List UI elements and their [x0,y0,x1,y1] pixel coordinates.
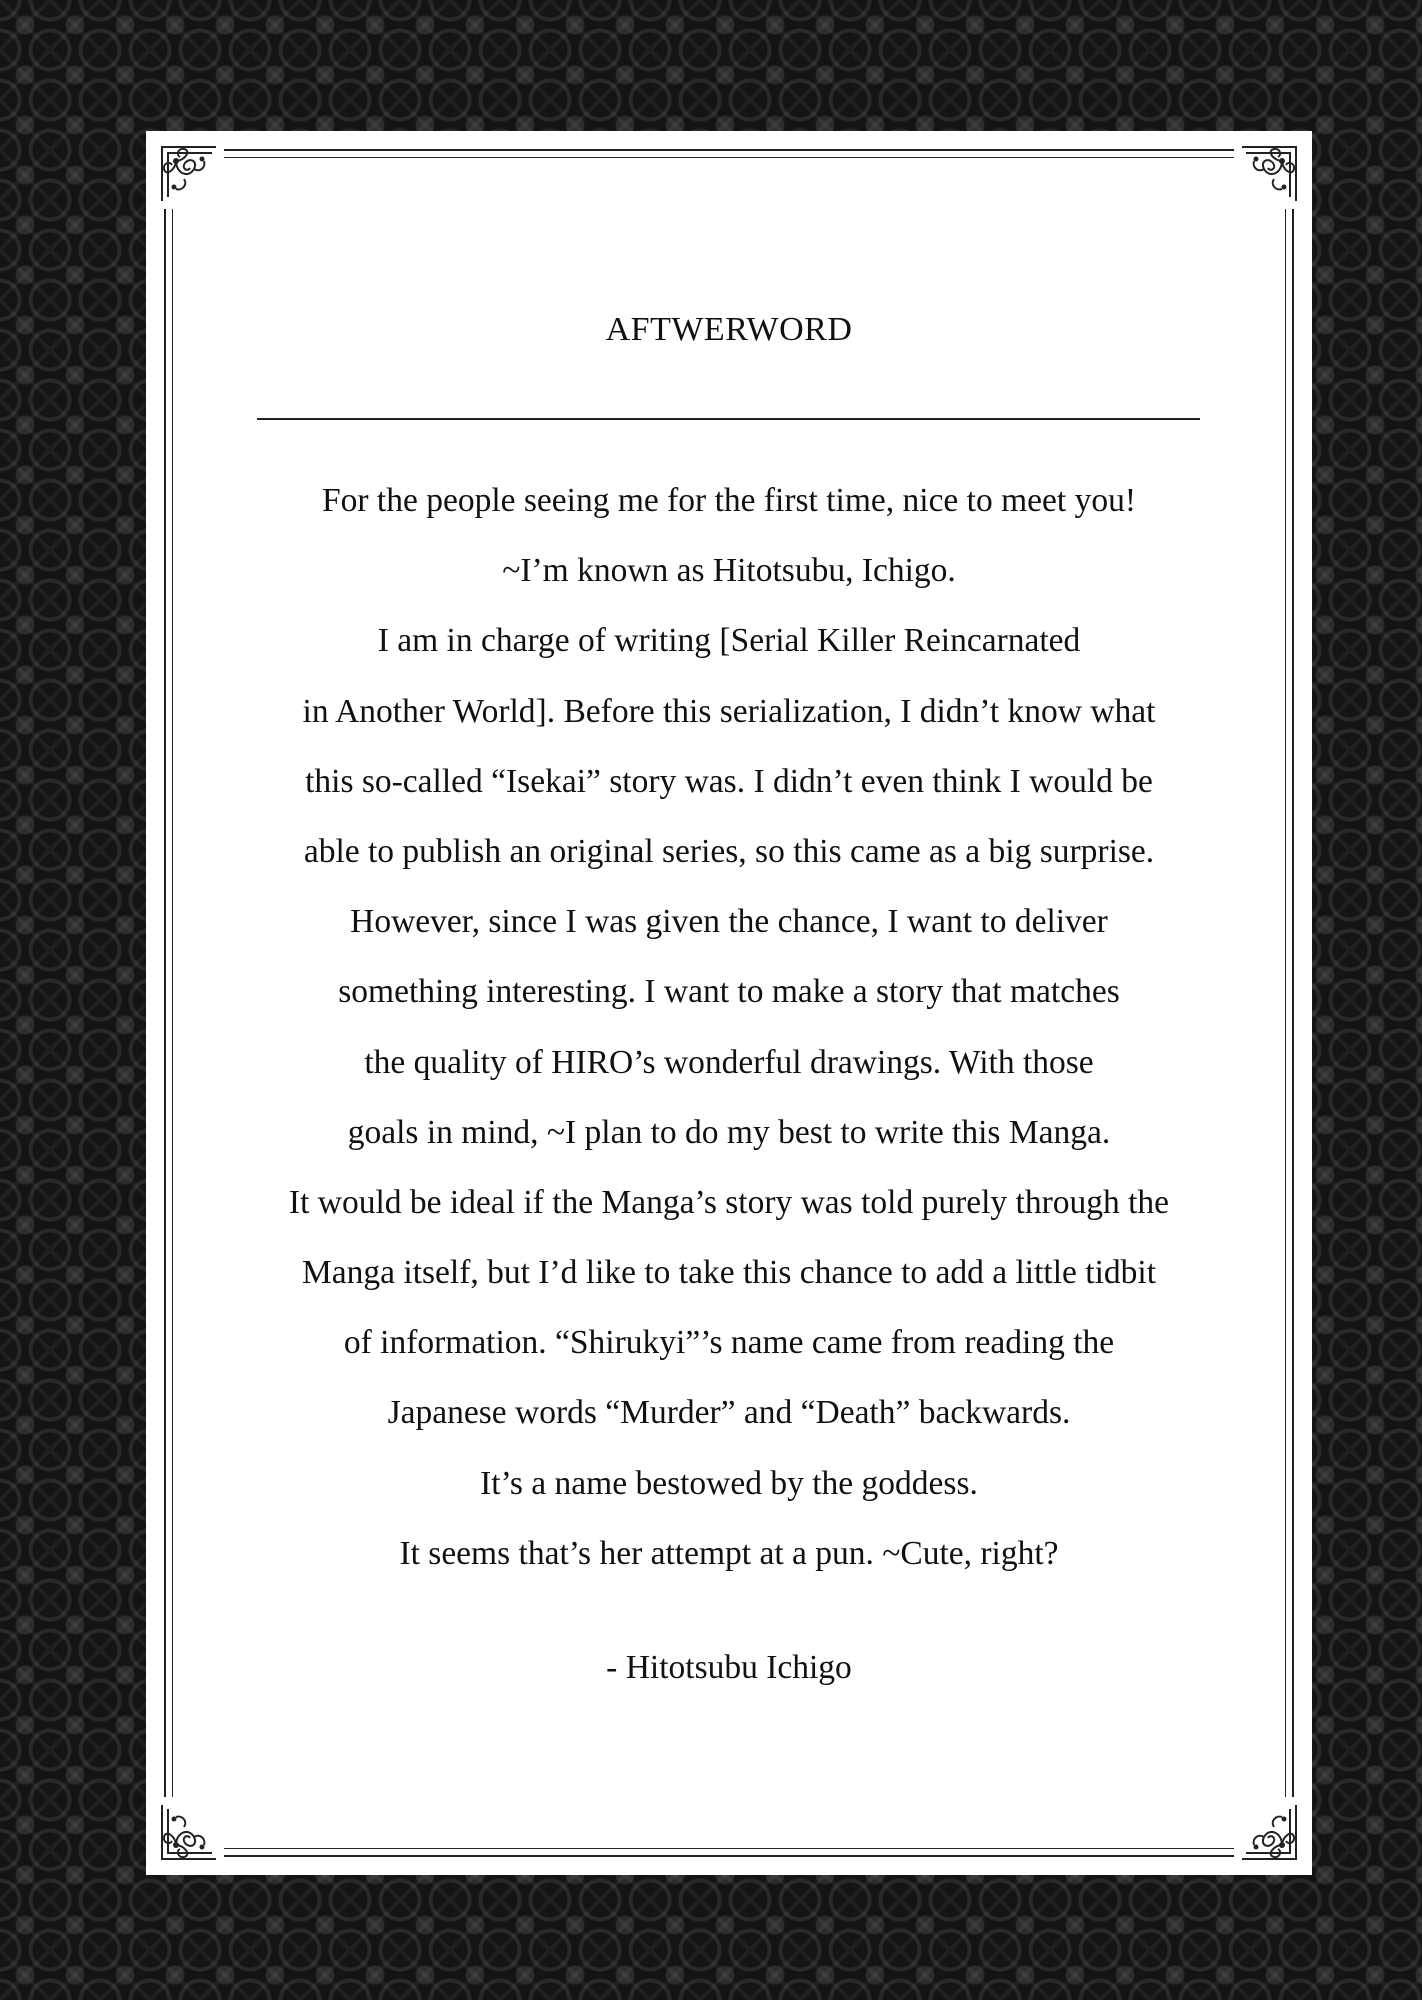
body-line: of information. “Shirukyi”’s name came from reading the [343,1324,1115,1362]
title-divider [257,418,1200,420]
body-line: Manga itself, but I’d like to take this chance to add a little tidbit [301,1254,1157,1292]
body-line: It would be ideal if the Manga’s story was told purely through the [288,1183,1170,1221]
body-line: able to publish an original series, so this came as a big surprise. [303,832,1155,870]
flourish-corner-icon [154,139,224,209]
page-title: AFTWERWORD [605,311,853,348]
flourish-corner-icon [1234,139,1304,209]
body-line: in Another World]. Before this serialization, I didn’t know what [302,692,1156,730]
body-line: For the people seeing me for the first time, nice to meet you! [322,482,1136,519]
body-line: It’s a name bestowed by the goddess. [480,1464,978,1502]
body-line: It seems that’s her attempt at a pun. ~Cute, right? [399,1534,1059,1572]
body-line: this so-called “Isekai” story was. I didn’t even think I would be [305,762,1153,800]
body-line: Japanese words “Murder” and “Death” backwards. [387,1394,1071,1432]
body-line: the quality of HIRO’s wonderful drawings. With those [364,1043,1094,1081]
body-line: I am in charge of writing [Serial Killer Reincarnated [377,622,1081,660]
body-line: ~I’m known as Hitotsubu, Ichigo. [502,552,956,590]
body-line: However, since I was given the chance, I want to deliver [350,903,1108,941]
flourish-corner-icon [154,1797,224,1867]
afterword-card [146,131,1312,1875]
author-signature: - Hitotsubu Ichigo [606,1649,852,1686]
flourish-corner-icon [1234,1797,1304,1867]
body-line: something interesting. I want to make a story that matches [338,973,1120,1011]
body-line: goals in mind, ~I plan to do my best to write this Manga. [347,1113,1111,1151]
afterword-body [166,466,1292,1589]
